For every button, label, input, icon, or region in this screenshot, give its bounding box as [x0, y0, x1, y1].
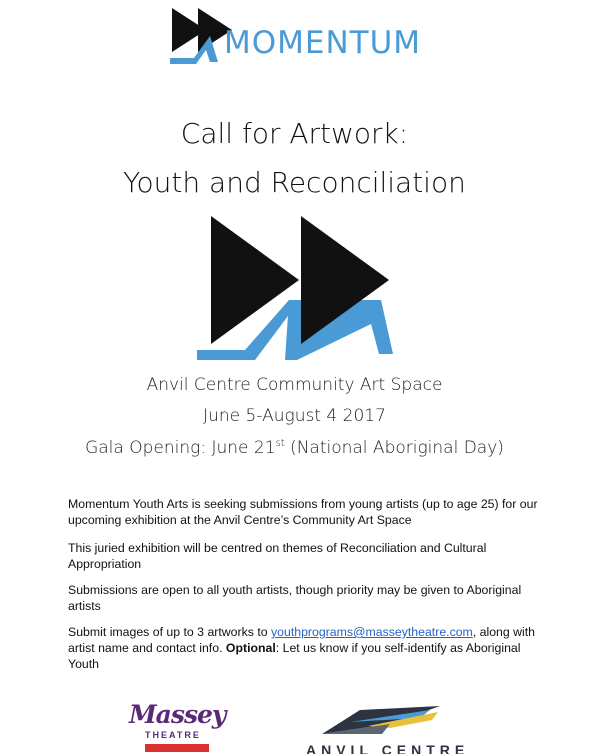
event-venue: Anvil Centre Community Art Space: [146, 375, 443, 395]
event-gala-opening: [0, 438, 589, 458]
paragraph-intro: Momentum Youth Arts is seeking submissions from young artists (up to age 25) for our upcoming exhibition at the Anvil Centre’s Community Art Space: [68, 497, 538, 527]
momentum-logo: [166, 6, 436, 68]
paragraph-themes: This juried exhibition will be centred on themes of Reconciliation and Cultural Appropriation: [68, 541, 487, 571]
optional-label: Optional: [225, 641, 276, 655]
brand-wordmark: MOMENTUM: [224, 25, 422, 61]
email-link[interactable]: youthprograms@masseytheatre.com: [271, 625, 473, 639]
anvil-logo-icon: [320, 704, 442, 738]
massey-theatre-logo: [123, 700, 243, 754]
submission-suffix: : Let us know if you self-identify as Aboriginal Youth: [68, 641, 521, 671]
fast-forward-icon: [193, 212, 399, 362]
gala-suffix: (National Aboriginal Day): [284, 438, 504, 458]
gala-ordinal: st: [275, 438, 285, 449]
anvil-centre-logo: [302, 700, 470, 754]
page-title-line-1: Call for Artwork:: [180, 117, 409, 150]
massey-script-text: Massey: [129, 700, 226, 729]
gala-prefix: Gala Opening: June 21: [85, 438, 276, 458]
submission-prefix: Submit images of up to 3 artworks to: [68, 625, 271, 639]
event-dates: June 5-August 4 2017: [203, 406, 386, 426]
paragraph-submission: [68, 624, 538, 672]
massey-sub-text: THEATRE: [145, 730, 201, 740]
fast-forward-graphic: [193, 212, 399, 362]
anvil-centre-text: ANVIL CENTRE: [306, 742, 470, 754]
paragraph-eligibility: Submissions are open to all youth artists, though priority may be given to Aboriginal artists: [68, 583, 522, 613]
page-title-line-2: Youth and Reconciliation: [123, 166, 466, 199]
submission-mid: , along with artist name and contact info.: [68, 625, 536, 655]
massey-red-bar: [145, 744, 209, 752]
